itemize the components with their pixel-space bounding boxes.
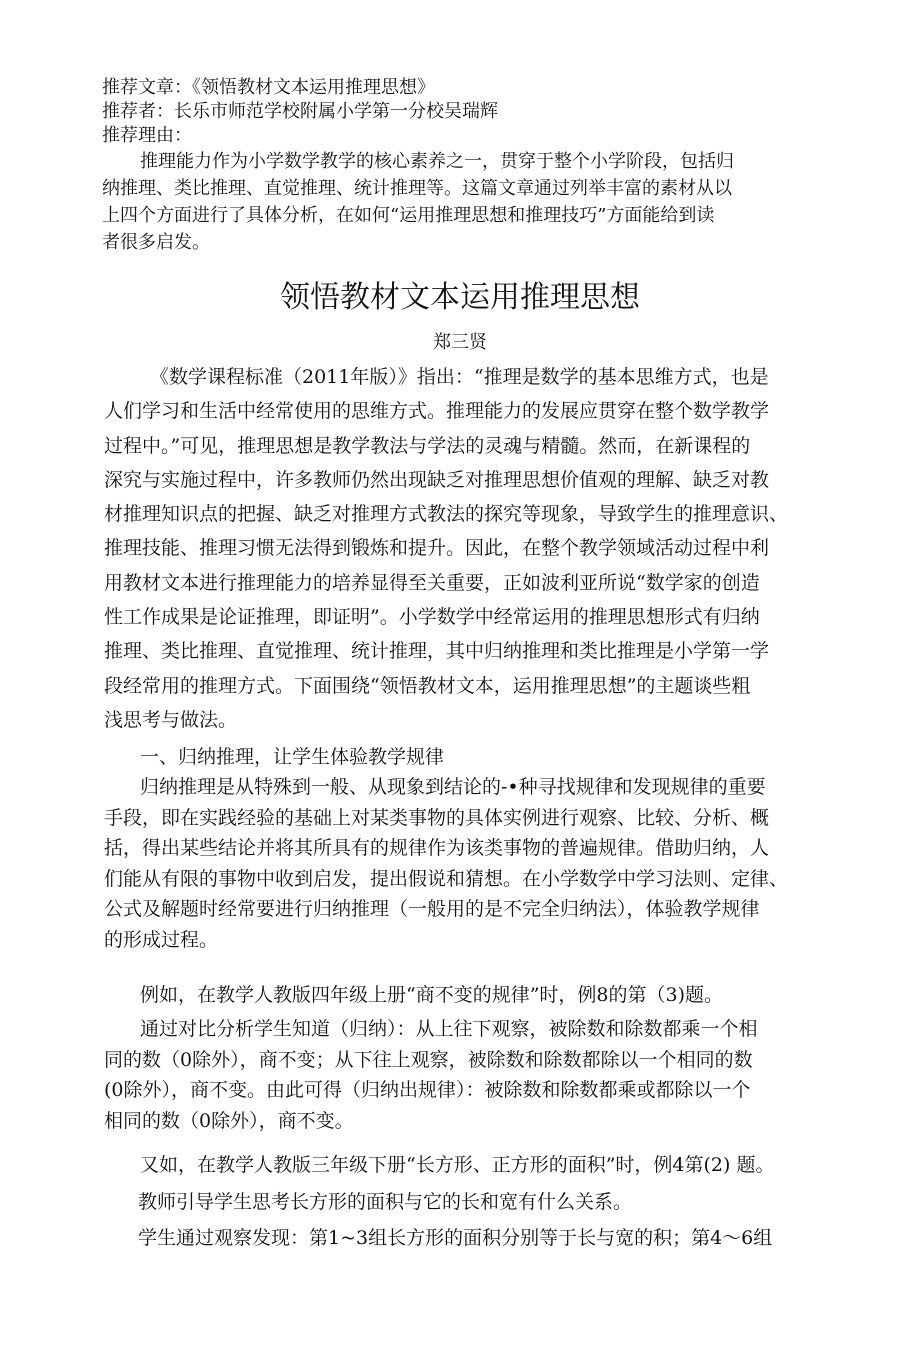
intro-line: 浅思考与做法。 <box>104 708 238 731</box>
recommendation-block <box>102 76 498 148</box>
analysis-line: 相同的数（0除外），商不变。 <box>104 1109 354 1132</box>
section1-line: 的形成过程。 <box>104 928 219 951</box>
example-1: 例如，在教学人教版四年级上册“商不变的规律”时，例8的第（3)题。 <box>140 984 724 1006</box>
intro-line: 性工作成果是论证推理，即证明”。小学数学中经常运用的推理思想形式有归纳 <box>104 606 760 629</box>
section1-paragraph <box>104 772 788 955</box>
section1-line: 归纳推理是从特殊到一般、从现象到结论的-•种寻找规律和发现规律的重要 <box>140 776 766 798</box>
intro-line: 推理、类比推理、直觉推理、统计推理，其中归纳推理和类比推理是小学第一学 <box>104 640 770 663</box>
recommended-article: 推荐文章：《领悟教材文本运用推理思想》 <box>102 77 435 98</box>
reason-line: 纳推理、类比推理、直觉推理、统计推理等。这篇文章通过列举丰富的素材从以 <box>102 178 732 199</box>
reason-line: 者很多启发。 <box>102 232 210 253</box>
article-author: 郑三贤 <box>433 332 487 353</box>
teacher-guide: 教师引导学生思考长方形的面积与它的长和宽有什么关系。 <box>138 1191 633 1213</box>
section1-heading: 一、归纳推理，让学生体验教学规律 <box>140 746 445 768</box>
analysis-line: 同的数（0除外），商不变；从下往上观察，被除数和除数都除以一个相同的数 <box>104 1048 753 1071</box>
recommender: 推荐者：长乐市师范学校附属小学第一分校吴瑞辉 <box>102 101 498 122</box>
intro-line: 推理技能、推理习惯无法得到锻炼和提升。因此，在整个教学领域活动过程中利 <box>104 537 770 560</box>
intro-line: 用教材文本进行推理能力的培养显得至关重要，正如波利亚所说“数学家的创造 <box>104 571 760 594</box>
recommendation-reason <box>102 148 734 256</box>
section1-line: 手段，即在实践经验的基础上对某类事物的具体实例进行观察、比较、分析、概 <box>104 806 770 829</box>
article-title: 领悟教材文本运用推理思想 <box>280 280 640 315</box>
example-2: 又如，在教学人教版三年级下册“长方形、正方形的面积”时，例4第(2) 题。 <box>140 1154 775 1176</box>
student-observation: 学生通过观察发现：第1~3组长方形的面积分别等于长与宽的积；第4～6组 <box>138 1227 773 1249</box>
intro-line: 过程中。”可见，推理思想是教学教法与学法的灵魂与精髓。然而，在新课程的 <box>104 434 751 457</box>
analysis-line: 通过对比分析学生知道（归纳）：从上往下观察，被除数和除数都乘一个相 <box>140 1018 758 1040</box>
intro-line: 《数学课程标准（2011年版）》指出：“推理是数学的基本思维方式，也是 <box>150 366 769 388</box>
section1-line: 们能从有限的事物中收到启发，提出假说和猜想。在小学数学中学习法则、定律、 <box>104 867 789 890</box>
intro-line: 段经常用的推理方式。下面围绕“领悟教材文本，运用推理思想”的主题谈些粗 <box>104 674 751 697</box>
reason-label: 推荐理由： <box>102 125 192 146</box>
example-1-analysis <box>104 1014 758 1136</box>
intro-paragraph <box>104 360 788 737</box>
intro-line: 人们学习和生活中经常使用的思维方式。推理能力的发展应贯穿在整个数学教学 <box>104 400 770 423</box>
section1-line: 公式及解题时经常要进行归纳推理（一般用的是不完全归纳法），体验教学规律 <box>104 898 760 920</box>
intro-line: 深究与实施过程中，许多教师仍然出现缺乏对推理思想价值观的理解、缺乏对教 <box>104 468 770 491</box>
reason-line: 上四个方面进行了具体分析，在如何“运用推理思想和推理技巧”方面能给到读 <box>102 205 715 226</box>
analysis-line: (0除外），商不变。由此可得（归纳出规律）：被除数和除数都乘或都除以一个 <box>104 1079 751 1101</box>
reason-line: 推理能力作为小学数学教学的核心素养之一，贯穿于整个小学阶段，包括归 <box>140 151 734 172</box>
section1-line: 括，得出某些结论并将其所具有的规律作为该类事物的普遍规律。借助归纳，人 <box>104 837 770 859</box>
intro-line: 材推理知识点的把握、缺乏对推理方式教法的探究等现象，导致学生的推理意识、 <box>104 503 789 526</box>
